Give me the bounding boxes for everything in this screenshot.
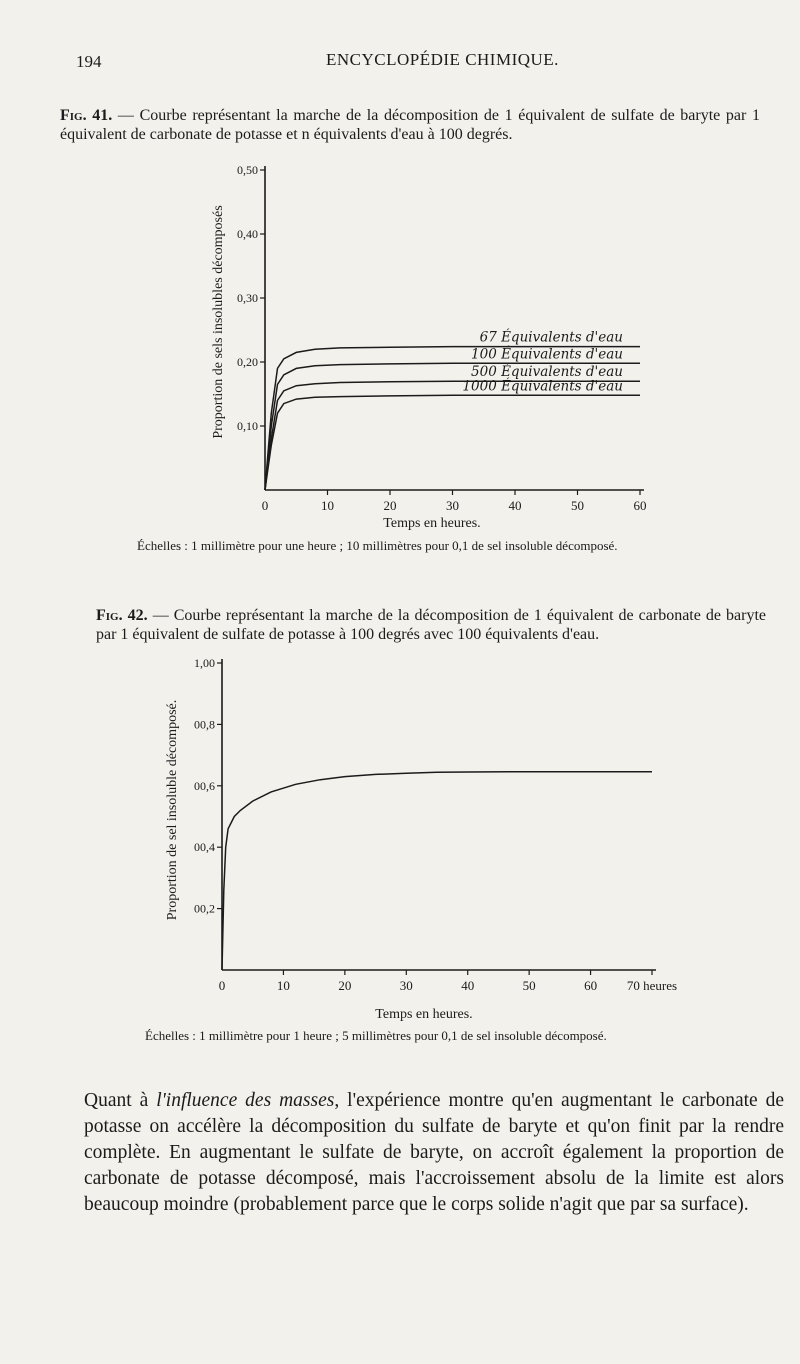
y-tick-label: 1,00: [194, 656, 215, 670]
curve-label-3: 500 Équivalents d'eau: [471, 364, 623, 381]
x-tick-label: 30: [399, 978, 413, 993]
curve-label-2: 100 Équivalents d'eau: [471, 346, 623, 363]
figure-42-xlabel: Temps en heures.: [375, 1007, 473, 1022]
y-tick-label: 00,8: [194, 717, 215, 732]
y-tick-label: 0,20: [237, 355, 258, 369]
body-text-start: Quant à: [84, 1090, 157, 1111]
x-tick-label: 20: [338, 978, 352, 993]
x-tick-label: 0: [261, 498, 269, 513]
figure-42-caption-text: — Courbe représentant la marche de la décomposition de 1 équivalent de carbonate de baryte par 1 équivalent de sulfate de potasse à 100 degrés avec 100 équivalents d'eau.: [96, 607, 766, 643]
x-tick-label: 40: [461, 978, 475, 993]
figure-42-scale-note: Échelles : 1 millimètre pour 1 heure ; 5 millimètres pour 0,1 de sel insoluble décomposé.: [145, 1028, 607, 1043]
figure-42-ylabel: Proportion de sel insoluble décomposé.: [165, 699, 180, 921]
x-tick-label: 30: [446, 498, 459, 513]
figure-42-curves: [222, 772, 652, 970]
x-tick-label: 0: [218, 978, 226, 993]
x-tick-label: 60: [633, 498, 647, 513]
y-tick-label: 00,6: [194, 778, 215, 793]
y-tick-label: 00,4: [194, 840, 215, 855]
body-text-end: , l'expérience montre qu'en augmentant le carbonate de potasse on accélère la décomposition du sulfate de baryte et qu'on finit par la rendre complète. En augmentant le sulfate de baryte, on accroît également la proportion de carbonate de potasse décomposé, mais l'accroissement absolu de la limite est alors beaucoup moindre (probablement parce que le corps solide n'agit que par sa surface).: [84, 1090, 785, 1215]
figure-41-caption-text: — Courbe représentant la marche de la décomposition de 1 équivalent de sulfate de baryte par 1 équivalent de carbonate de potasse et n équivalents d'eau à 100 degrés.: [60, 107, 761, 143]
x-tick-label: 40: [508, 498, 522, 513]
curve-label-1: 67 Équivalents d'eau: [479, 329, 623, 346]
figure-42-label: Fig. 42.: [96, 607, 148, 624]
figure-42-axes: [194, 656, 677, 993]
curve-label-4: 1000 Équivalents d'eau: [462, 378, 623, 395]
running-title: ENCYCLOPÉDIE CHIMIQUE.: [326, 50, 559, 69]
x-tick-label: 70 heures: [626, 978, 678, 993]
x-tick-label: 10: [321, 498, 334, 513]
page-number: 194: [76, 52, 102, 71]
x-tick-label: 50: [571, 498, 584, 513]
x-tick-label: 10: [276, 978, 290, 993]
figure-41-xlabel: Temps en heures.: [383, 516, 481, 531]
series-line-1: [222, 772, 652, 970]
y-tick-label: 0,40: [237, 227, 258, 241]
figure-41-scale-note: Échelles : 1 millimètre pour une heure ; 10 millimètres pour 0,1 de sel insoluble décomposé.: [137, 538, 618, 553]
figure-41-label: Fig. 41.: [60, 107, 113, 124]
y-tick-label: 0,50: [237, 163, 258, 177]
figure-41-ylabel: Proportion de sels insolubles décomposés: [211, 205, 226, 439]
y-tick-label: 00,2: [194, 901, 215, 916]
body-paragraph: [84, 1088, 784, 1218]
x-tick-label: 20: [383, 498, 397, 513]
y-tick-label: 0,10: [237, 419, 258, 433]
x-tick-label: 50: [522, 978, 536, 993]
y-tick-label: 0,30: [237, 291, 258, 305]
body-text-italic: l'influence des masses: [156, 1090, 335, 1111]
x-tick-label: 60: [584, 978, 598, 993]
